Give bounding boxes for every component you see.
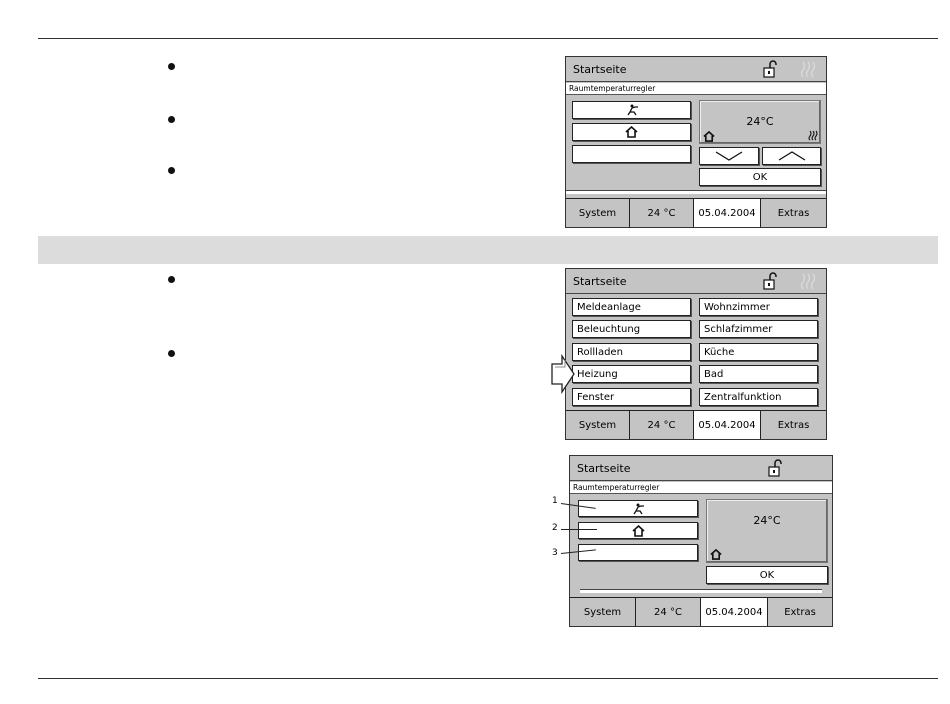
chevron-down-icon bbox=[714, 150, 744, 162]
callout-number: 2 bbox=[552, 523, 558, 533]
menu-button-kueche[interactable]: Küche bbox=[699, 343, 818, 361]
bullet bbox=[168, 63, 175, 70]
heat-waves-icon bbox=[800, 61, 816, 78]
unlocked-padlock-icon bbox=[762, 60, 778, 78]
temperature-display bbox=[699, 100, 821, 144]
menu-button-rollladen[interactable]: Rollladen bbox=[572, 343, 691, 361]
callout-line bbox=[561, 529, 597, 530]
chevron-up-icon bbox=[777, 150, 807, 162]
status-bar bbox=[570, 597, 832, 626]
menu-button-bad[interactable]: Bad bbox=[699, 365, 818, 383]
temperature-down-button[interactable] bbox=[699, 147, 759, 165]
room-temperature-readout: 24 °C bbox=[630, 411, 694, 439]
standby-house-icon bbox=[632, 525, 645, 537]
night-mode-button[interactable] bbox=[572, 145, 691, 163]
ok-button[interactable]: OK bbox=[699, 168, 821, 186]
menu-button-wohnzimmer[interactable]: Wohnzimmer bbox=[699, 298, 818, 316]
ok-button[interactable]: OK bbox=[706, 566, 828, 584]
menu-button-schlafzimmer[interactable]: Schlafzimmer bbox=[699, 320, 818, 338]
menu-button-zentralfunktion[interactable]: Zentralfunktion bbox=[699, 388, 818, 406]
hidden-row-edge bbox=[566, 190, 826, 194]
extras-button[interactable]: Extras bbox=[777, 419, 810, 431]
standby-house-icon bbox=[703, 131, 715, 142]
bullet bbox=[168, 167, 175, 174]
extras-button[interactable]: Extras bbox=[784, 606, 816, 618]
room-temperature-readout: 24 °C bbox=[636, 598, 701, 626]
panel-subtitle: Raumtemperaturregler bbox=[570, 482, 832, 494]
extras-button[interactable]: Extras bbox=[777, 207, 810, 219]
bullet bbox=[168, 116, 175, 123]
night-moon-icon bbox=[627, 148, 637, 160]
temperature-up-button[interactable] bbox=[762, 147, 821, 165]
temperature-display bbox=[706, 499, 828, 563]
date-readout: 05.04.2004 bbox=[701, 598, 768, 626]
temperature-value: 24°C bbox=[746, 115, 774, 128]
menu-button-meldeanlage[interactable]: Meldeanlage bbox=[572, 298, 691, 316]
bottom-rule bbox=[38, 678, 938, 679]
system-button[interactable]: System bbox=[566, 411, 630, 439]
date-readout: 05.04.2004 bbox=[694, 199, 761, 227]
room-temperature-panel-1 bbox=[565, 56, 827, 228]
hidden-row-edge bbox=[580, 589, 822, 593]
comfort-person-icon bbox=[625, 104, 639, 116]
date-readout: 05.04.2004 bbox=[694, 411, 761, 439]
standby-mode-button[interactable] bbox=[572, 123, 691, 141]
status-bar bbox=[566, 198, 826, 227]
bullet bbox=[168, 350, 175, 357]
status-bar bbox=[566, 410, 826, 439]
night-mode-button[interactable] bbox=[578, 544, 698, 561]
comfort-person-icon bbox=[631, 503, 645, 515]
menu-button-fenster[interactable]: Fenster bbox=[572, 388, 691, 406]
standby-house-icon bbox=[625, 126, 638, 138]
top-rule bbox=[38, 38, 938, 39]
heat-waves-icon bbox=[808, 130, 818, 141]
standby-mode-button[interactable] bbox=[578, 522, 698, 539]
callout-number: 1 bbox=[552, 496, 558, 506]
menu-button-heizung[interactable]: Heizung bbox=[572, 365, 691, 383]
panel-title: Startseite bbox=[566, 269, 826, 294]
system-button[interactable]: System bbox=[566, 199, 630, 227]
room-temperature-panel-2 bbox=[569, 455, 833, 627]
menu-button-beleuchtung[interactable]: Beleuchtung bbox=[572, 320, 691, 338]
standby-house-icon bbox=[710, 549, 722, 560]
temperature-value: 24°C bbox=[753, 514, 781, 527]
system-button[interactable]: System bbox=[570, 598, 636, 626]
pointer-arrow-icon bbox=[550, 354, 576, 394]
panel-title: Startseite bbox=[566, 57, 826, 82]
section-band bbox=[38, 236, 938, 264]
unlocked-padlock-icon bbox=[767, 459, 783, 477]
night-moon-icon bbox=[633, 547, 643, 559]
callout-number: 3 bbox=[552, 548, 558, 558]
heat-waves-icon bbox=[800, 273, 816, 290]
room-temperature-readout: 24 °C bbox=[630, 199, 694, 227]
unlocked-padlock-icon bbox=[762, 272, 778, 290]
panel-title: Startseite bbox=[570, 456, 832, 481]
comfort-mode-button[interactable] bbox=[578, 500, 698, 517]
panel-subtitle: Raumtemperaturregler bbox=[566, 83, 826, 95]
home-menu-panel bbox=[565, 268, 827, 440]
bullet bbox=[168, 276, 175, 283]
comfort-mode-button[interactable] bbox=[572, 101, 691, 119]
